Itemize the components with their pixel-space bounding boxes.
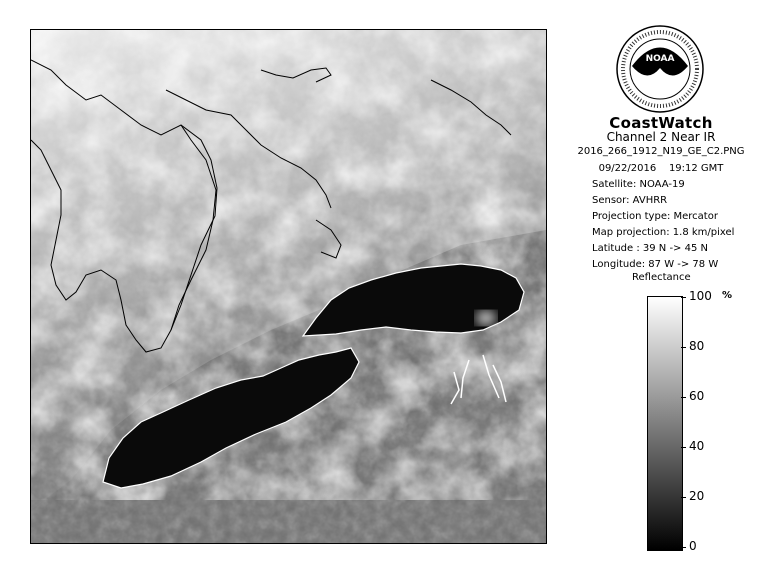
longitude-line: Longitude: 87 W -> 78 W bbox=[592, 259, 719, 270]
acquisition-time: 19:12 GMT bbox=[668, 163, 724, 174]
colorbar-tick-label: 20 bbox=[689, 489, 705, 503]
projection-line: Projection type: Mercator bbox=[592, 211, 718, 222]
channel-label: Channel 2 Near IR bbox=[606, 130, 716, 144]
resolution-line: Map projection: 1.8 km/pixel bbox=[592, 227, 735, 238]
colorbar-tick bbox=[681, 497, 686, 498]
colorbar-tick bbox=[681, 397, 686, 398]
colorbar-tick-label: 80 bbox=[689, 339, 705, 353]
colorbar-tick-label: 40 bbox=[689, 439, 705, 453]
satellite-image bbox=[30, 29, 547, 544]
latitude-line: Latitude : 39 N -> 45 N bbox=[592, 243, 708, 254]
logo-text: NOAA bbox=[645, 54, 675, 64]
bright-cloud-patch bbox=[476, 311, 496, 325]
satellite-map-svg bbox=[31, 30, 546, 543]
colorbar-tick-label: 100 bbox=[689, 289, 712, 303]
acquisition-date: 09/22/2016 bbox=[598, 163, 657, 174]
satellite-line: Satellite: NOAA-19 bbox=[592, 179, 685, 190]
colorbar-tick bbox=[681, 297, 686, 298]
colorbar-unit: % bbox=[722, 290, 733, 301]
sensor-line: Sensor: AVHRR bbox=[592, 195, 668, 206]
colorbar-tick bbox=[681, 547, 686, 548]
colorbar bbox=[647, 296, 683, 551]
product-title: CoastWatch bbox=[609, 114, 713, 132]
colorbar-tick-label: 0 bbox=[689, 539, 697, 553]
filename: 2016_266_1912_N19_GE_C2.PNG bbox=[577, 146, 745, 157]
colorbar-tick bbox=[681, 347, 686, 348]
colorbar-tick-label: 60 bbox=[689, 389, 705, 403]
acquisition-datetime bbox=[560, 163, 762, 174]
noaa-logo bbox=[615, 24, 705, 114]
colorbar-label: Reflectance bbox=[632, 272, 691, 283]
colorbar-tick bbox=[681, 447, 686, 448]
